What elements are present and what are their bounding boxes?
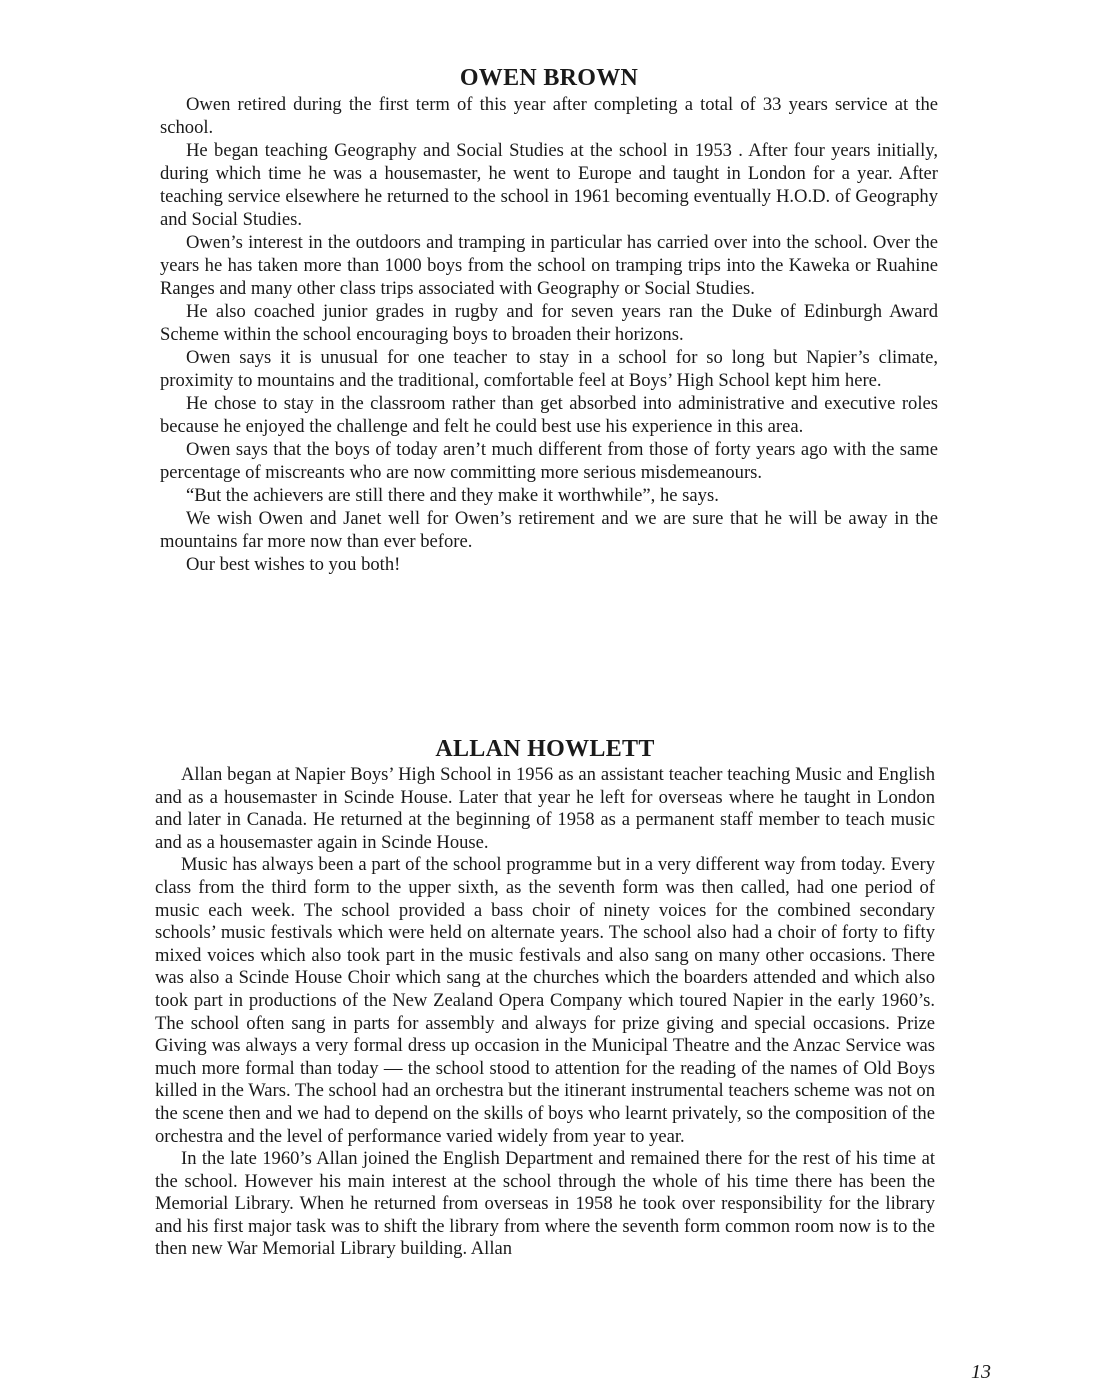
article-owen-brown (160, 64, 938, 576)
paragraph: Owen retired during the first term of this year after completing a total of 33 years service at the school. (160, 94, 938, 138)
article-title: ALLAN HOWLETT (435, 736, 655, 762)
article-allan-howlett (155, 735, 935, 1261)
paragraph: We wish Owen and Janet well for Owen’s retirement and we are sure that he will be away in the mountains far more now than ever before. (160, 508, 938, 552)
paragraph: He also coached junior grades in rugby and for seven years ran the Duke of Edinburgh Award Scheme within the school encouraging boys to broaden their horizons. (160, 301, 938, 345)
paragraph: Owen’s interest in the outdoors and tramping in particular has carried over into the school. Over the years he has taken more than 1000 boys from the school on tramping trips into the Kaweka or Ruahine Ranges and many other class trips associated with Geography or Social Studies. (160, 232, 938, 299)
paragraph: “But the achievers are still there and they make it worthwhile”, he says. (186, 485, 719, 506)
paragraph: Our best wishes to you both! (186, 554, 401, 575)
article-title: OWEN BROWN (459, 65, 639, 91)
paragraph: Owen says it is unusual for one teacher to stay in a school for so long but Napier’s climate, proximity to mountains and the traditional, comfortable feel at Boys’ High School kept him here. (160, 347, 938, 391)
paragraph: He chose to stay in the classroom rather than get absorbed into administrative and executive roles because he enjoyed the challenge and felt he could best use his experience in this area. (160, 393, 938, 437)
paragraph: He began teaching Geography and Social Studies at the school in 1953 . After four years initially, during which time he was a housemaster, he went to Europe and taught in London for a year. After teaching service elsewhere he returned to the school in 1961 becoming eventually H.O.D. of Geography and Social Studies. (160, 140, 938, 230)
paragraph: Owen says that the boys of today aren’t much different from those of forty years ago with the same percentage of miscreants who are now committing more serious misdemeanours. (160, 439, 938, 483)
page-number: 13 (971, 1361, 991, 1383)
paragraph: In the late 1960’s Allan joined the English Department and remained there for the rest of his time at the school. However his main interest at the school through the whole of his time there has been the Memorial Library. When he returned from overseas in 1958 he took over responsibility for the library and his first major task was to shift the library from where the seventh form common room now is to the then new War Memorial Library building. Allan (155, 1148, 935, 1260)
paragraph: Music has always been a part of the school programme but in a very different way from today. Every class from the third form to the upper sixth, as the seventh form was then called, had one period of music each week. The school provided a bass choir of ninety voices for the combined secondary schools’ music festivals which were held on alternate years. The school also had a choir of forty to fifty mixed voices which also took part in the music festivals and also sang on many other occasions. There was also a Scinde House Choir which sang at the churches which the boarders attended and which also took part in productions of the New Zealand Opera Company which toured Napier in the early 1960’s. The school often sang in parts for assembly and always for prize giving and special occasions. Prize Giving was always a very formal dress up occasion in the Municipal Theatre and the Anzac Service was much more formal than today — the school stood to attention for the reading of the names of Old Boys killed in the Wars. The school had an orchestra but the itinerant instrumental teachers scheme was not on the scene then and we had to depend on the skills of boys who learnt privately, so the composition of the orchestra and the level of performance varied widely from year to year. (155, 854, 935, 1147)
paragraph: Allan began at Napier Boys’ High School in 1956 as an assistant teacher teaching Music and English and as a housemaster in Scinde House. Later that year he left for overseas where he taught in London and later in Canada. He returned at the beginning of 1958 as a permanent staff member to teach music and as a housemaster again in Scinde House. (155, 764, 935, 853)
